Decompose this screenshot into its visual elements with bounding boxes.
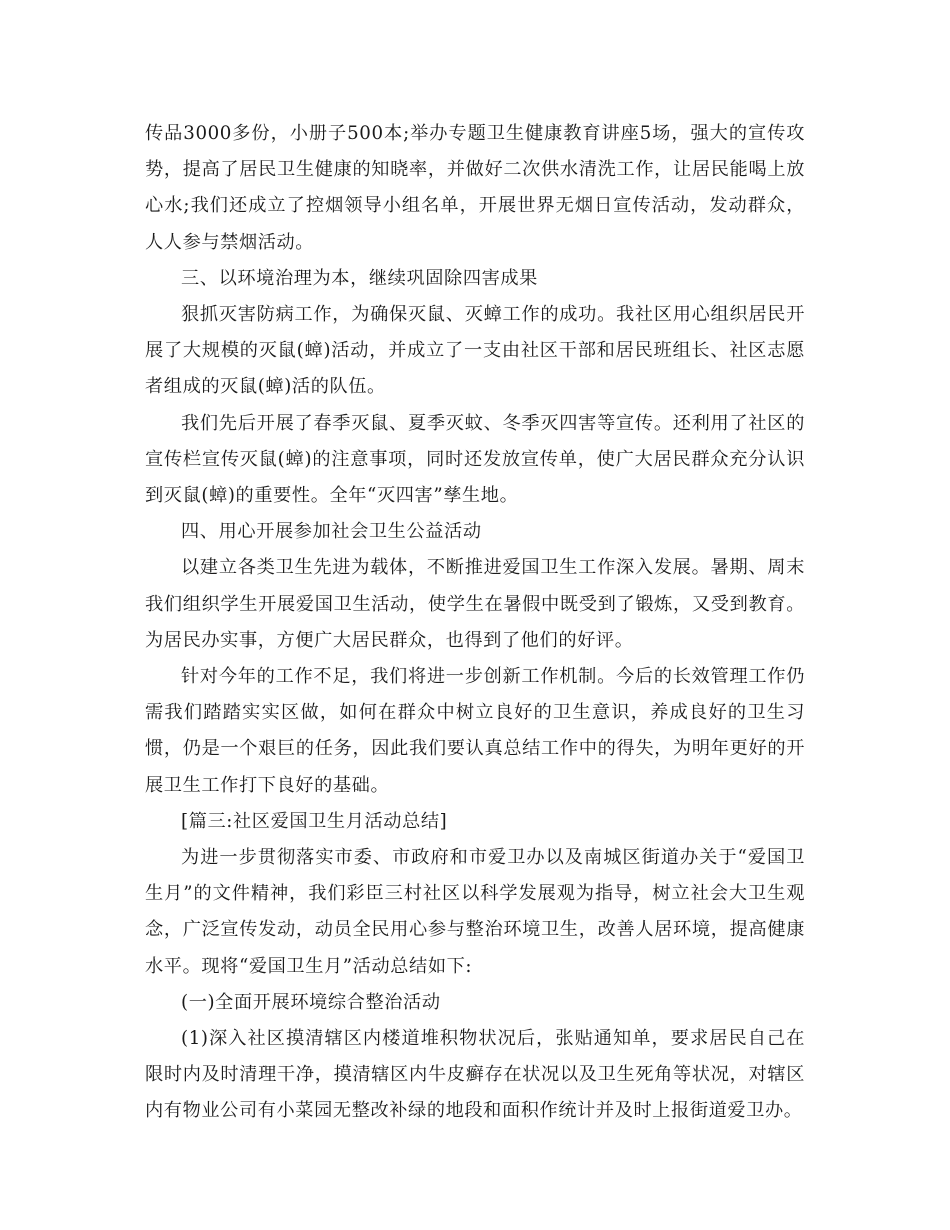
- paragraph-seasonal-campaign: 我们先后开展了春季灭鼠、夏季灭蚊、冬季灭四害等宣传。还利用了社区的宣传栏宣传灭鼠(蟑)的注意事项，同时还发放宣传单，使广大居民群众充分认识到灭鼠(蟑)的重要性。全年“灭四害”孳生地。: [145, 412, 805, 507]
- paragraph-public-welfare: 以建立各类卫生先进为载体，不断推进爱国卫生工作深入发展。暑期、周末我们组织学生开展爱国卫生活动，使学生在暑假中既受到了锻炼，又受到教育。为居民办实事，方便广大居民群众，也得到了他们的好评。: [145, 557, 805, 651]
- article-title: [篇三:社区爱国卫生月活动总结]: [181, 810, 448, 832]
- paragraph-pest-control: 狠抓灭害防病工作，为确保灭鼠、灭蟑工作的成功。我社区用心组织居民开展了大规模的灭鼠(蟑)活动，并成立了一支由社区干部和居民班组长、社区志愿者组成的灭鼠(蟑)活的队伍。: [145, 304, 805, 398]
- paragraph-intro: 为进一步贯彻落实市委、市政府和市爱卫办以及南城区街道办关于“爱国卫生月”的文件精神，我们彩臣三村社区以科学发展观为指导，树立社会大卫生观念，广泛宣传发动，动员全民用心参与整治环境卫生，改善人居环境，提高健康水平。现将“爱国卫生月”活动总结如下:: [145, 847, 805, 977]
- document-page: [145, 116, 805, 1130]
- section-heading-three: 三、以环境治理为本，继续巩固除四害成果: [181, 267, 538, 289]
- paragraph-continued: 传品3000多份，小册子500本;举办专题卫生健康教育讲座5场，强大的宣传攻势，提高了居民卫生健康的知晓率，并做好二次供水清洗工作，让居民能喝上放心水;我们还成立了控烟领导小组名单，开展世界无烟日宣传活动，发动群众，人人参与禁烟活动。: [145, 123, 805, 253]
- paragraph-shortcomings: 针对今年的工作不足，我们将进一步创新工作机制。今后的长效管理工作仍需我们踏踏实实区做，如何在群众中树立良好的卫生意识，养成良好的卫生习惯，仍是一个艰巨的任务，因此我们要认真总结工作中的得失，为明年更好的开展卫生工作打下良好的基础。: [145, 666, 805, 796]
- section-heading-four: 四、用心开展参加社会卫生公益活动: [181, 521, 482, 543]
- subsection-heading-one: (一)全面开展环境综合整治活动: [181, 991, 441, 1013]
- paragraph-item-one: (1)深入社区摸清辖区内楼道堆积物状况后，张贴通知单，要求居民自己在限时内及时清理干净，摸清辖区内牛皮癣存在状况以及卫生死角等状况，对辖区内有物业公司有小菜园无整改补绿的地段和面积作统计并及时上报街道爱卫办。: [145, 1028, 805, 1122]
